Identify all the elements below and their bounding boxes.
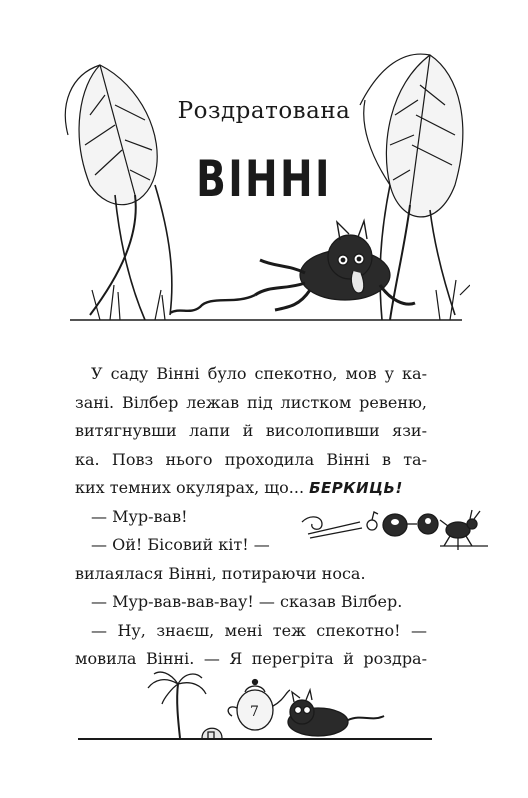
teapot-cat-palm-illustration xyxy=(140,670,390,745)
bottom-rule xyxy=(78,738,432,740)
body-line: ких темних окулярах, що... БЕРКИЦЬ! xyxy=(75,478,403,497)
body-line: вилаялася Вінні, потираючи носа. xyxy=(75,563,366,583)
body-line: — Ну, знаєш, мені теж спекотно! — xyxy=(91,620,427,640)
body-line: мовила Вінні. — Я перегріта й роздра- xyxy=(75,649,427,668)
chapter-subtitle: Роздратована xyxy=(177,98,351,124)
body-line: — Мур-вав! xyxy=(91,506,188,526)
body-line: — Мур-вав-вав-вау! — сказав Вілбер. xyxy=(91,592,403,611)
body-line: зані. Вілбер лежав під листком ревеню, xyxy=(75,392,427,412)
body-line: ка. Повз нього проходила Вінні в та- xyxy=(75,449,427,469)
body-line: — Ой! Бісовий кіт! — xyxy=(91,535,270,554)
body-line: У саду Вінні було спекотно, мов у ка- xyxy=(91,364,427,383)
chapter-title: ВІННІ xyxy=(196,150,332,208)
sound-effect: БЕРКИЦЬ! xyxy=(309,479,403,497)
svg-text:7: 7 xyxy=(250,704,259,720)
dropped-sunglasses-bug-illustration xyxy=(300,500,490,560)
body-line: витягнувши лапи й висолопивши язи- xyxy=(75,421,427,440)
